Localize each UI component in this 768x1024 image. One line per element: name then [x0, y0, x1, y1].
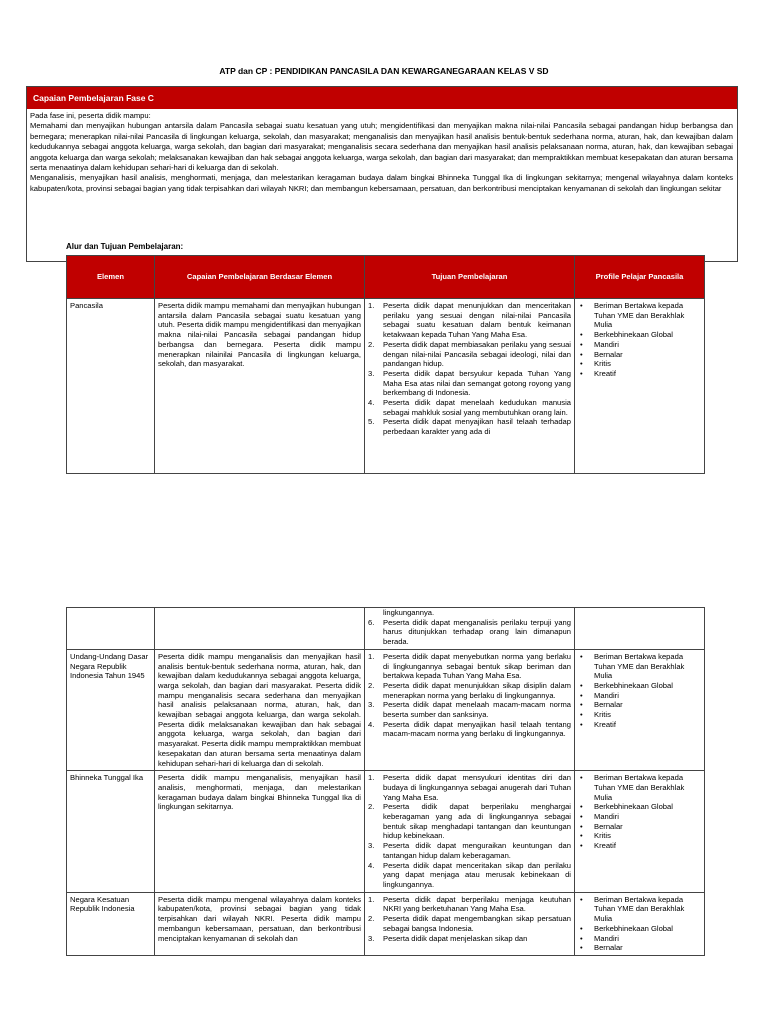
tujuan-continued: lingkungannya. — [383, 608, 435, 617]
atp-table-page-2 — [66, 607, 705, 956]
profil-item: • Berkebhinekaan Global — [578, 330, 701, 340]
profil-item: • Kreatif — [578, 841, 701, 851]
tujuan-item: 3. Peserta didik dapat menguraikan keuntungan dan tantangan hidup dalam keberagaman. — [368, 841, 571, 860]
profil-item: • Mandiri — [578, 934, 701, 944]
cp-body — [27, 109, 737, 194]
tujuan-cell — [365, 608, 575, 650]
profil-item: • Beriman Bertakwa kepada Tuhan YME dan Berakhlak Mulia — [578, 895, 701, 924]
profil-item: • Kreatif — [578, 720, 701, 730]
tujuan-list — [368, 895, 571, 944]
elemen-cell: Negara Kesatuan Republik Indonesia — [67, 892, 155, 955]
tujuan-list — [368, 618, 571, 647]
tujuan-item: 4. Peserta didik dapat menyajikan hasil telaah tentang macam-macam norma yang berlaku di lingkungannya. — [368, 719, 571, 739]
header-profil: Profile Pelajar Pancasila — [575, 256, 705, 299]
profil-item: • Berkebhinekaan Global — [578, 802, 701, 812]
profil-list — [578, 301, 701, 379]
profil-item: • Bernalar — [578, 822, 701, 832]
table-row — [67, 892, 705, 955]
capaian-pembelajaran-box — [26, 86, 738, 262]
table-row — [67, 771, 705, 892]
profil-item: • Mandiri — [578, 340, 701, 350]
profil-item: • Berkebhinekaan Global — [578, 681, 701, 691]
tujuan-item: 5. Peserta didik dapat menyajikan hasil telaah terhadap perbedaan karakter yang ada di — [368, 417, 571, 437]
profil-list — [578, 773, 701, 851]
tujuan-item: 3. Peserta didik dapat bersyukur kepada Tuhan Yang Maha Esa atas nilai dan semangat gotong royong yang berkembang di Indonesia. — [368, 368, 571, 398]
profil-item: • Kreatif — [578, 369, 701, 379]
capaian-cell: Peserta didik mampu memahami dan menyajikan hubungan antarsila dalam Pancasila sebagai suatu kesatuan yang utuh. Peserta didik mampu mengidentifikasi dan menyajikan makna nilai-nilai Pancasila sebagai pandangan hidup berbangsa dan bernegara. Peserta didik mampu menerapkan nilainilai Pancasila di lingkungan keluarga, sekolah, dan masyarakat. — [155, 299, 365, 474]
tujuan-item: 2. Peserta didik dapat menunjukkan sikap disiplin dalam menerapkan norma yang berlaku di lingkungannya. — [368, 680, 571, 700]
document-title: ATP dan CP : PENDIDIKAN PANCASILA DAN KEWARGANEGARAAN KELAS V SD — [219, 66, 549, 76]
tujuan-cell — [365, 649, 575, 770]
tujuan-item: 6. Peserta didik dapat menganalisis perilaku terpuji yang harus ditunjukkan terhadap orang lain dimanapun berada. — [368, 617, 571, 647]
profil-list — [578, 895, 701, 953]
profil-item: • Beriman Bertakwa kepada Tuhan YME dan Berakhlak Mulia — [578, 301, 701, 330]
tujuan-list — [368, 652, 571, 739]
profil-cell — [575, 608, 705, 650]
profil-item: • Mandiri — [578, 812, 701, 822]
profil-item: • Bernalar — [578, 350, 701, 360]
tujuan-cell — [365, 892, 575, 955]
profil-cell — [575, 299, 705, 474]
profil-item: • Kritis — [578, 710, 701, 720]
cp-heading: Capaian Pembelajaran Fase C — [27, 87, 737, 109]
atp-table-page-1 — [66, 255, 705, 474]
capaian-cell: Peserta didik mampu menganalisis, menyajikan hasil analisis, menghormati, menjaga, dan melestarikan keragaman budaya dalam bingkai Bhinneka Tunggal Ika di lingkungan sekitarnya. — [155, 771, 365, 892]
atp-label: Alur dan Tujuan Pembelajaran: — [66, 242, 184, 251]
header-capaian: Capaian Pembelajaran Berdasar Elemen — [155, 256, 365, 299]
profil-item: • Berkebhinekaan Global — [578, 924, 701, 934]
profil-item: • Bernalar — [578, 943, 701, 953]
tujuan-item: 2. Peserta didik dapat mengembangkan sikap persatuan sebagai bangsa Indonesia. — [368, 914, 571, 933]
elemen-cell: Undang-Undang Dasar Negara Republik Indonesia Tahun 1945 — [67, 649, 155, 770]
tujuan-cell — [365, 299, 575, 474]
cp-intro: Pada fase ini, peserta didik mampu: — [30, 111, 151, 120]
profil-cell — [575, 649, 705, 770]
profil-item: • Kritis — [578, 359, 701, 369]
tujuan-item: 4. Peserta didik dapat menelaah kedudukan manusia sebagai mahkluk sosial yang membutuhkan orang lain. — [368, 398, 571, 417]
tujuan-list — [368, 773, 571, 889]
elemen-cell: Pancasila — [67, 299, 155, 474]
capaian-cell: Peserta didik mampu menganalisis dan menyajikan hasil analisis bentuk-bentuk sederhana norma, aturan, hak, dan kewajiban dalam kedudukannya sebagai anggota keluarga, warga sekolah, dan bagian dari masyarakat. Peserta didik mampu menganalisis secara sederhana dan menyajikan hasil analisis pelaksanaan norma, aturan, hak, dan kewajiban sebagai anggota keluarga, dan warga sekolah. Peserta didik melaksanakan kewajiban dan hak sebagai anggota keluarga, warga sekolah, dan bagian dari masyarakat. Peserta didik mampu mempraktikkan membuat kesepakatan dan aturan bersama serta menaatinya dalam kehidupan sehari-hari di keluarga dan di sekolah. — [155, 649, 365, 770]
capaian-cell — [155, 608, 365, 650]
tujuan-item: 3. Peserta didik dapat menelaah macam-macam norma beserta sumber dan sanksinya. — [368, 700, 571, 720]
table-row-continued — [67, 608, 705, 650]
tujuan-item: 2. Peserta didik dapat membiasakan perilaku yang sesuai dengan nilai-nilai Pancasila sebagai ideologi, nilai dan pandangan hidup. — [368, 339, 571, 369]
tujuan-item: 1. Peserta didik dapat mensyukuri identitas diri dan budaya di lingkungannya sebagai anugerah dari Tuhan Yang Maha Esa. — [368, 773, 571, 802]
profil-item: • Mandiri — [578, 691, 701, 701]
header-tujuan: Tujuan Pembelajaran — [365, 256, 575, 299]
profil-item: • Kritis — [578, 831, 701, 841]
profil-cell — [575, 892, 705, 955]
tujuan-item: 2. Peserta didik dapat berperilaku menghargai keberagaman yang ada di lingkungannya sebagai bentuk sikap menghadapi tantangan dan keuntungan hidup kebinekaan. — [368, 802, 571, 841]
elemen-cell: Bhinneka Tunggal Ika — [67, 771, 155, 892]
tujuan-item: 3. Peserta didik dapat menjelaskan sikap dan — [368, 933, 528, 943]
tujuan-item: 1. Peserta didik dapat menyebutkan norma yang berlaku di lingkungannya sebagai bentuk sikap beriman dan bertakwa kepada Tuhan Yang Maha Esa. — [368, 651, 571, 681]
table-row — [67, 299, 705, 474]
capaian-cell: Peserta didik mampu mengenal wilayahnya dalam konteks kabupaten/kota, provinsi sebagai bagian yang tidak terpisahkan dari wilayah NKRI. Peserta didik mampu membangun kebersamaan, persatuan, dan berkontribusi menciptakan kenyamanan di sekolah dan — [155, 892, 365, 955]
profil-item: • Beriman Bertakwa kepada Tuhan YME dan Berakhlak Mulia — [578, 773, 701, 802]
profil-item: • Beriman Bertakwa kepada Tuhan YME dan Berakhlak Mulia — [578, 652, 701, 681]
tujuan-item: 4. Peserta didik dapat menceritakan sikap dan perilaku yang dapat menjaga atau merusak kebinekaan di lingkungannya. — [368, 860, 571, 889]
tujuan-cell — [365, 771, 575, 892]
table-header-row — [67, 256, 705, 299]
tujuan-item: 1. Peserta didik dapat berperilaku menjaga keutuhan NKRI yang berketuhanan Yang Maha Esa. — [368, 894, 571, 914]
profil-item: • Bernalar — [578, 700, 701, 710]
cp-paragraph-1: Memahami dan menyajikan hubungan antarsila dalam Pancasila sebagai suatu kesatuan yang utuh; mengidentifikasi dan menyajikan makna nilai-nilai Pancasila sebagai pandangan hidup berbangsa dan bernegara; menerapkan nilai-nilai Pancasila di lingkungan keluarga, sekolah, dan masyarakat; menganalisis dan menyajikan hasil analisis bentuk-bentuk sederhana norma, aturan, hak, dan kewajiban dalam kedudukannya sebagai anggota keluarga, warga sekolah, dan bagian dari masyarakat; menganalisis secara sederhana dan menyajikan hasil analisis pelaksanaan norma, aturan, hak, dan kewajiban sebagai anggota keluarga dan warga sekolah; melaksanakan kewajiban dan hak sebagai anggota keluarga, warga sekolah, dan bagian dari masyarakat; dan mempraktikkan membuat kesepakatan dan aturan bersama serta menaatinya dalam kehidupan sehari-hari di keluarga dan di sekolah. — [30, 121, 733, 173]
profil-list — [578, 652, 701, 730]
profil-cell — [575, 771, 705, 892]
header-elemen: Elemen — [67, 256, 155, 299]
cp-paragraph-2: Menganalisis, menyajikan hasil analisis, menghormati, menjaga, dan melestarikan keragaman budaya dalam bingkai Bhinneka Tunggal Ika di lingkungan sekitarnya; mengenal wilayahnya dalam konteks kabupaten/kota, provinsi sebagai bagian yang tidak terpisahkan dari wilayah NKRI; dan membangun kebersamaan, persatuan, dan berkontribusi menciptakan kenyamanan di sekolah dan lingkungan sekitar — [30, 173, 733, 193]
tujuan-item: 1. Peserta didik dapat menunjukkan dan menceritakan perilaku yang sesuai dengan nilai-nilai Pancasila sebagai suatu kesatuan dalam bentuk keimanan ketakwaan kepada Tuhan Yang Maha Esa. — [368, 301, 571, 340]
tujuan-list — [368, 301, 571, 437]
table-row — [67, 649, 705, 770]
elemen-cell — [67, 608, 155, 650]
